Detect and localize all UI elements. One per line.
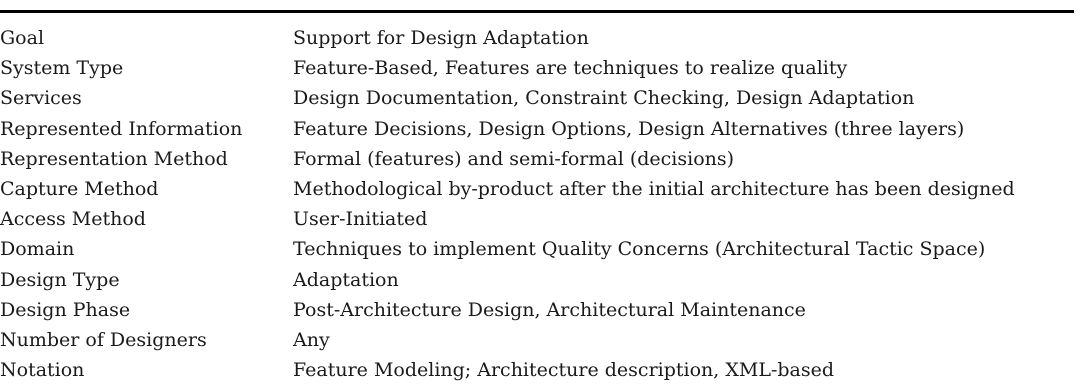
table-row xyxy=(0,204,1082,234)
table-row xyxy=(0,355,1082,385)
table-row xyxy=(0,114,1082,144)
row-value: Feature Modeling; Architecture description, XML-based xyxy=(293,359,835,382)
table-row xyxy=(0,144,1082,174)
row-value: Design Documentation, Constraint Checking, Design Adaptation xyxy=(293,87,915,110)
table-row xyxy=(0,174,1082,204)
row-key: Capture Method xyxy=(0,178,159,201)
row-key: Design Type xyxy=(0,268,120,291)
row-key: System Type xyxy=(0,57,124,80)
table-row xyxy=(0,23,1082,53)
row-key: Services xyxy=(0,87,82,110)
row-key: Goal xyxy=(0,27,45,50)
row-value: Feature-Based, Features are techniques to realize quality xyxy=(293,57,848,80)
row-value: Feature Decisions, Design Options, Design Alternatives (three layers) xyxy=(293,117,965,140)
row-key: Access Method xyxy=(0,208,146,231)
table-row xyxy=(0,53,1082,83)
row-key: Notation xyxy=(0,359,85,382)
row-value: User-Initiated xyxy=(293,208,428,231)
table-row xyxy=(0,325,1082,355)
row-key: Represented Information xyxy=(0,117,243,140)
characteristics-table xyxy=(0,23,1082,385)
row-key: Domain xyxy=(0,238,75,261)
row-key: Representation Method xyxy=(0,147,228,170)
table-row xyxy=(0,234,1082,264)
row-value: Support for Design Adaptation xyxy=(293,27,589,50)
table-row xyxy=(0,83,1082,113)
table-top-rule xyxy=(0,10,1074,13)
row-value: Adaptation xyxy=(293,268,399,291)
row-value: Techniques to implement Quality Concerns (Architectural Tactic Space) xyxy=(293,238,986,261)
row-key: Design Phase xyxy=(0,298,131,321)
row-value: Formal (features) and semi-formal (decisions) xyxy=(293,147,735,170)
row-value: Methodological by-product after the initial architecture has been designed xyxy=(293,178,1015,201)
row-value: Post-Architecture Design, Architectural Maintenance xyxy=(293,298,806,321)
row-value: Any xyxy=(293,328,330,351)
table-row xyxy=(0,265,1082,295)
row-key: Number of Designers xyxy=(0,328,207,351)
table-row xyxy=(0,295,1082,325)
